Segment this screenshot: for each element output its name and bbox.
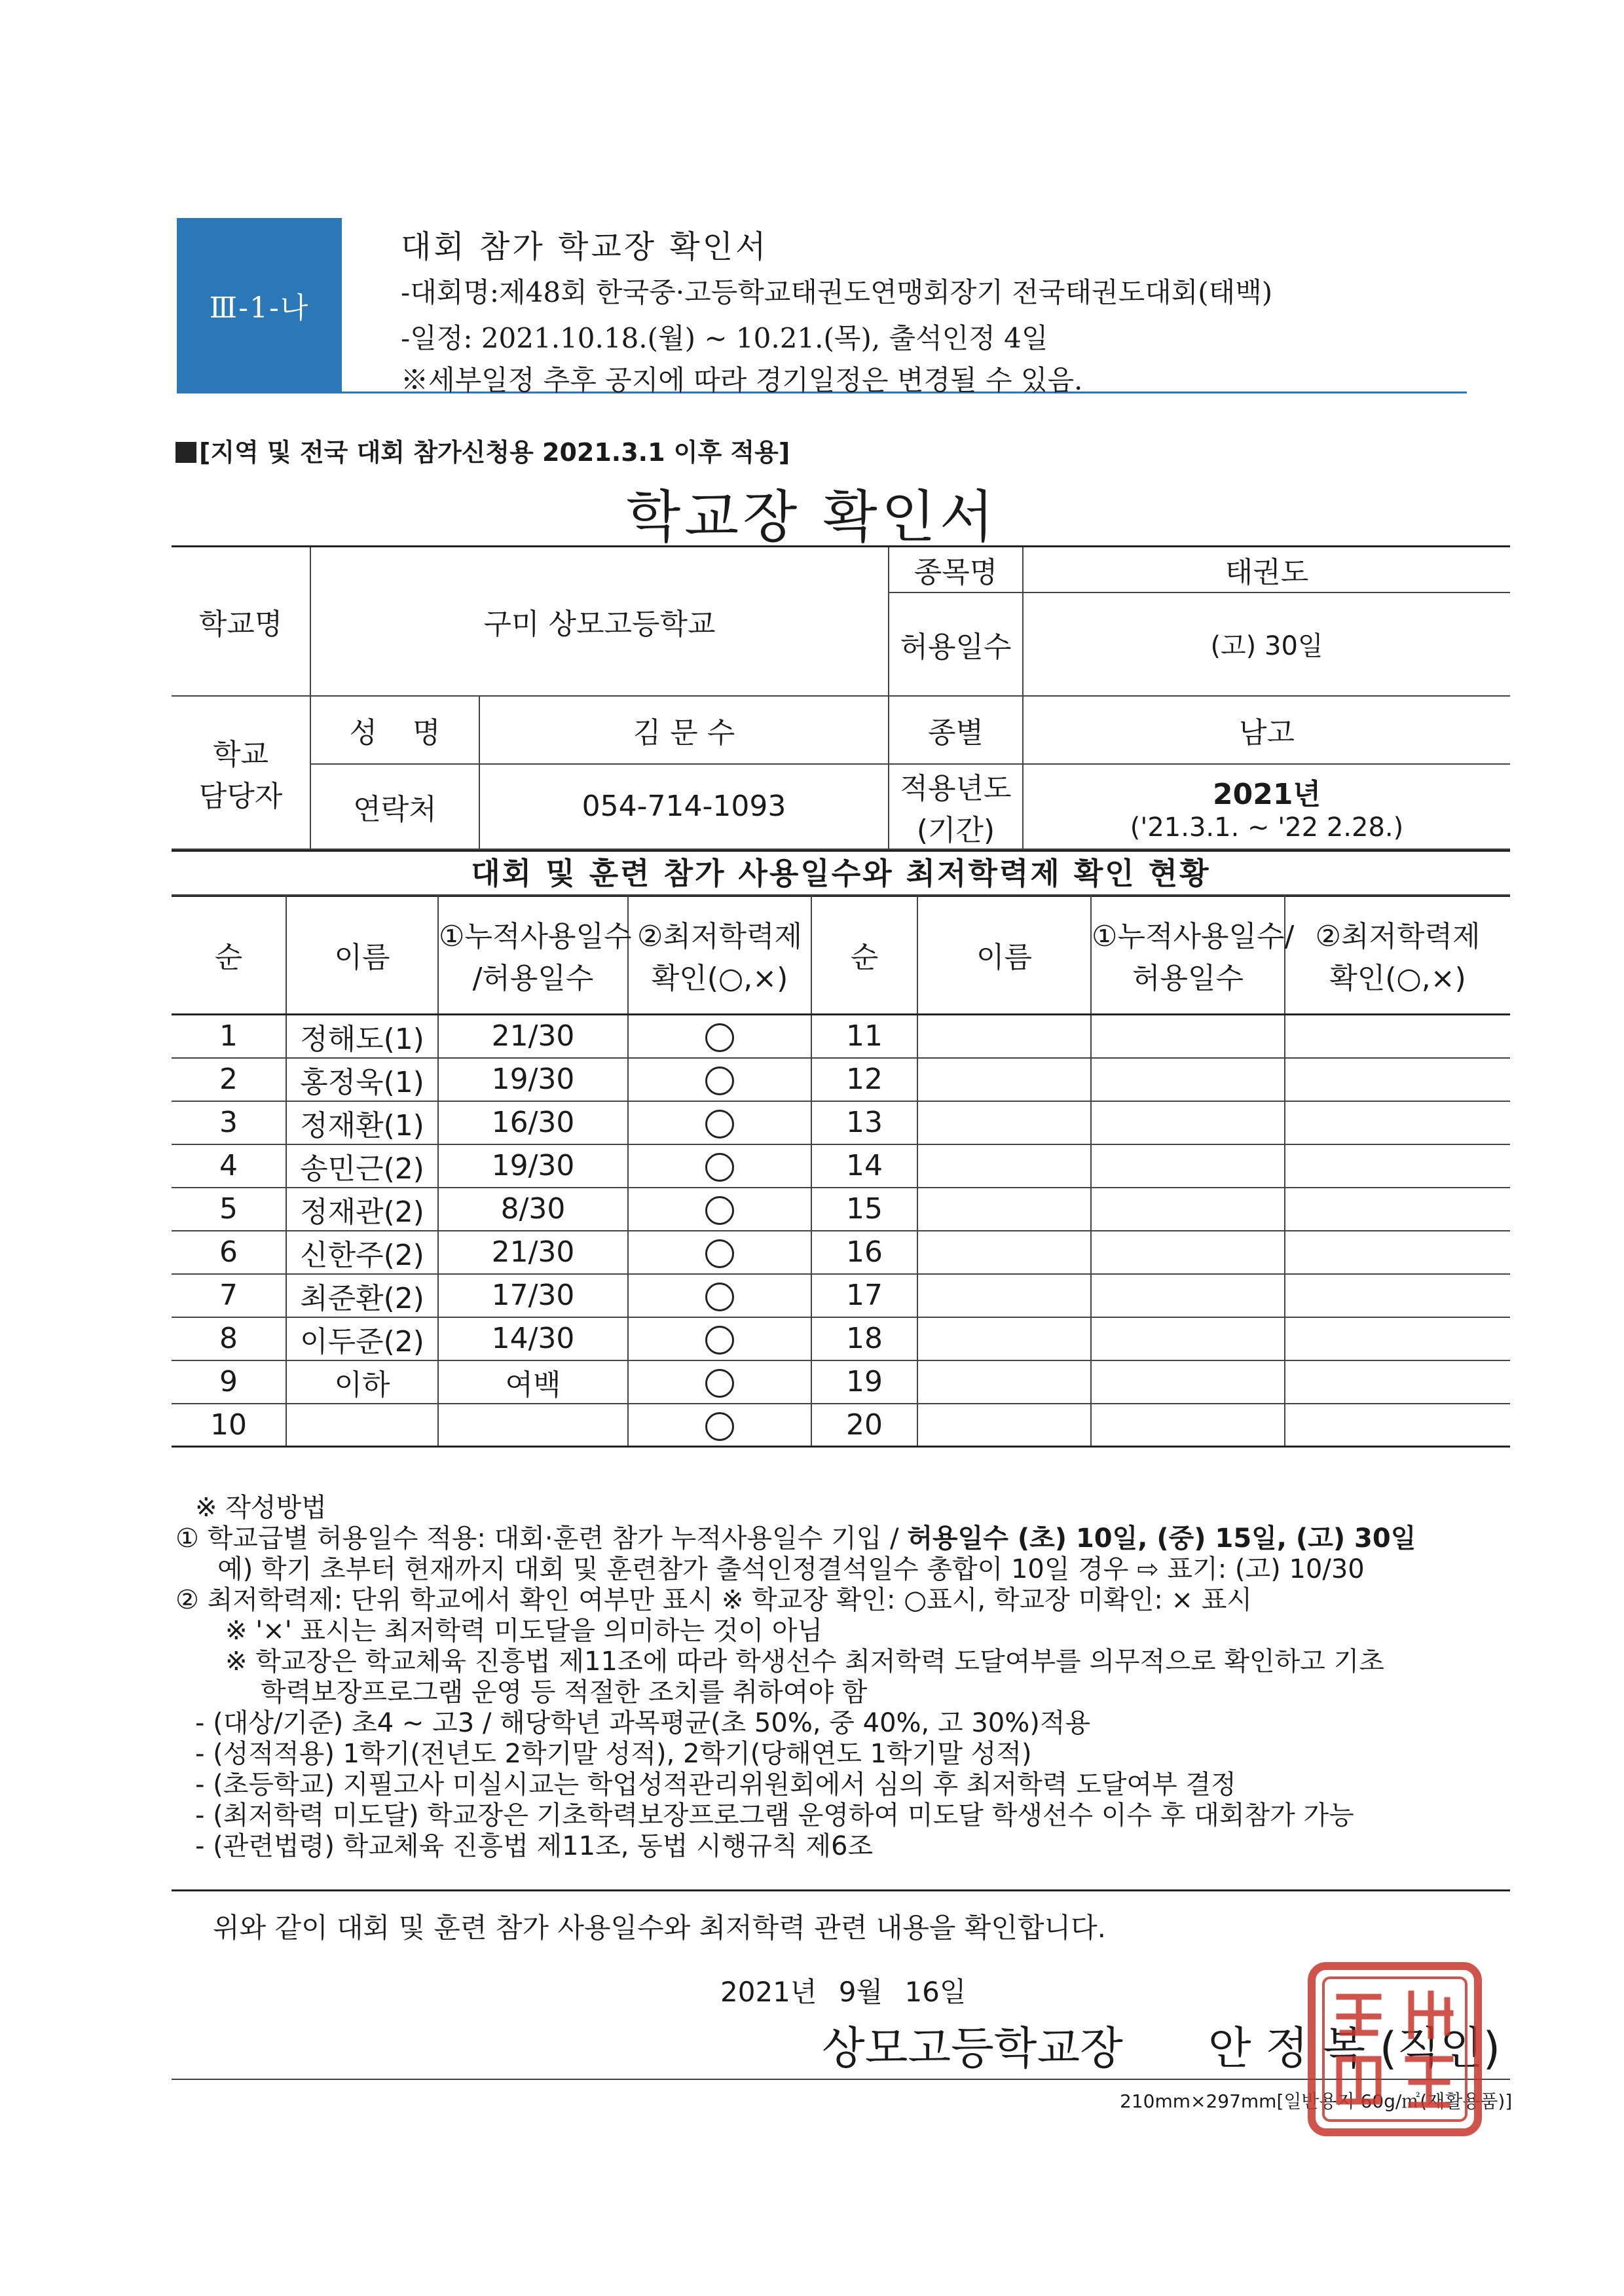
row-name: 정재관(2) — [286, 1188, 438, 1231]
note-10: - (관련법령) 학교체육 진흥법 제11조, 동법 시행규칙 제6조 — [195, 1831, 874, 1861]
row-check — [628, 1144, 811, 1188]
row-name-2 — [917, 1058, 1091, 1101]
row-days-2 — [1091, 1404, 1285, 1447]
check-circle-icon — [705, 1196, 734, 1225]
row-name — [286, 1404, 438, 1447]
row-days-2 — [1091, 1058, 1285, 1101]
note-1-example: 예) 학기 초부터 현재까지 대회 및 훈련참가 출석인정결석일수 총합이 10일 경우 ⇨ 표기: (고) 10/30 — [217, 1554, 1365, 1584]
check-circle-icon — [705, 1412, 734, 1441]
row-name-2 — [917, 1014, 1091, 1058]
row-name-2 — [917, 1274, 1091, 1317]
note-1-emphasis: 허용일수 (초) 10일, (중) 15일, (고) 30일 — [907, 1523, 1416, 1554]
col-header-check-2-line1: ②최저학력제 — [1315, 919, 1481, 953]
table-row — [172, 1360, 1510, 1404]
col-header-name-2: 이름 — [917, 895, 1091, 1014]
signer-title: 상모고등학교장 — [822, 2023, 1123, 2075]
apply-year: 2021년 — [1213, 777, 1321, 811]
notes-heading: ※ 작성방법 — [195, 1493, 327, 1523]
row-no: 2 — [172, 1058, 286, 1101]
contact-label: 연락처 — [310, 764, 479, 849]
col-header-check-2 — [1285, 895, 1510, 1014]
event-label: 종목명 — [889, 547, 1023, 592]
table-row — [172, 1101, 1510, 1144]
check-circle-icon — [705, 1023, 734, 1052]
row-check-2 — [1285, 1274, 1510, 1317]
table-row — [172, 1274, 1510, 1317]
row-no-2: 13 — [811, 1101, 917, 1144]
note-9: - (최저학력 미도달) 학교장은 기초학력보장프로그램 운영하여 미도달 학생선수 이수 후 대회참가 가능 — [195, 1800, 1354, 1831]
row-days-2 — [1091, 1360, 1285, 1404]
row-name: 정재환(1) — [286, 1101, 438, 1144]
signer-name: 안 정 복 (직인) — [1208, 2023, 1501, 2075]
header-event-name: -대회명:제48회 한국중·고등학교태권도연맹회장기 전국태권도대회(태백) — [401, 276, 1273, 308]
row-check-2 — [1285, 1317, 1510, 1360]
row-name-2 — [917, 1404, 1091, 1447]
row-check — [628, 1014, 811, 1058]
roster-table — [172, 894, 1510, 1448]
school-name-value: 구미 상모고등학교 — [310, 547, 889, 696]
row-days: 21/30 — [438, 1231, 628, 1274]
check-circle-icon — [705, 1283, 734, 1311]
col-header-days-line2: /허용일수 — [472, 961, 594, 995]
form-title: 학교장 확인서 — [626, 484, 998, 550]
row-name: 이두준(2) — [286, 1317, 438, 1360]
row-no-2: 17 — [811, 1274, 917, 1317]
apply-year-label-line2: (기간) — [916, 813, 995, 847]
table-row — [172, 1058, 1510, 1101]
row-days: 여백 — [438, 1360, 628, 1404]
row-check — [628, 1101, 811, 1144]
note-3: ※ '×' 표시는 최저학력 미도달을 의미하는 것이 아님 — [225, 1616, 823, 1646]
row-check-2 — [1285, 1014, 1510, 1058]
row-days-2 — [1091, 1317, 1285, 1360]
manager-name-label: 성 명 — [310, 696, 479, 764]
apply-year-value — [1023, 764, 1510, 849]
row-days: 16/30 — [438, 1101, 628, 1144]
row-no-2: 15 — [811, 1188, 917, 1231]
row-no-2: 18 — [811, 1317, 917, 1360]
row-days: 14/30 — [438, 1317, 628, 1360]
gender-type-label: 종별 — [889, 696, 1023, 764]
row-days — [438, 1404, 628, 1447]
manager-label-line1: 학교 — [212, 737, 268, 771]
allowed-days-value: (고) 30일 — [1023, 592, 1510, 696]
paper-spec: 210mm×297mm[일반용지 60g/㎡(재활용품)] — [1120, 2090, 1513, 2112]
note-4: ※ 학교장은 학교체육 진흥법 제11조에 따라 학생선수 최저학력 도달여부를 의무적으로 확인하고 기초 — [225, 1647, 1384, 1677]
row-no: 8 — [172, 1317, 286, 1360]
col-header-days-2 — [1091, 895, 1295, 1014]
row-days: 8/30 — [438, 1188, 628, 1231]
manager-label — [172, 696, 310, 849]
row-name-2 — [917, 1188, 1091, 1231]
contact-value: 054-714-1093 — [479, 764, 889, 849]
col-header-name: 이름 — [286, 895, 438, 1014]
row-no: 6 — [172, 1231, 286, 1274]
row-check — [628, 1317, 811, 1360]
row-name: 정해도(1) — [286, 1014, 438, 1058]
row-name-2 — [917, 1144, 1091, 1188]
row-check — [628, 1360, 811, 1404]
note-7: - (성적적용) 1학기(전년도 2학기말 성적), 2학기(당해연도 1학기말 성적) — [195, 1739, 1032, 1769]
header-schedule: -일정: 2021.10.18.(월) ~ 10.21.(목), 출석인정 4일 — [401, 322, 1048, 354]
row-name: 신한주(2) — [286, 1231, 438, 1274]
row-name: 최준환(2) — [286, 1274, 438, 1317]
row-days-2 — [1091, 1014, 1285, 1058]
check-circle-icon — [705, 1326, 734, 1355]
col-header-days-line1: ①누적사용일수 — [439, 919, 632, 953]
row-check-2 — [1285, 1058, 1510, 1101]
row-check — [628, 1188, 811, 1231]
row-check-2 — [1285, 1101, 1510, 1144]
row-name: 송민근(2) — [286, 1144, 438, 1188]
row-no-2: 19 — [811, 1360, 917, 1404]
form-tag — [175, 432, 790, 468]
table-row — [172, 1317, 1510, 1360]
col-header-check — [628, 895, 811, 1014]
row-no-2: 14 — [811, 1144, 917, 1188]
manager-name-value: 김 문 수 — [479, 696, 889, 764]
row-check-2 — [1285, 1188, 1510, 1231]
row-check-2 — [1285, 1144, 1510, 1188]
check-circle-icon — [705, 1239, 734, 1268]
col-header-days-2-line2: 허용일수 — [1132, 961, 1244, 995]
note-1 — [175, 1523, 1518, 1554]
roster-section-title: 대회 및 훈련 참가 사용일수와 최저학력제 확인 현황 — [172, 850, 1510, 897]
row-check — [628, 1231, 811, 1274]
apply-year-label-line1: 적용년도 — [900, 771, 1012, 805]
check-circle-icon — [705, 1110, 734, 1139]
row-no: 5 — [172, 1188, 286, 1231]
row-check-2 — [1285, 1231, 1510, 1274]
col-header-no: 순 — [172, 895, 286, 1014]
section-badge: Ⅲ-1-나 — [177, 218, 342, 392]
row-no-2: 16 — [811, 1231, 917, 1274]
table-row — [172, 1231, 1510, 1274]
row-check — [628, 1058, 811, 1101]
row-name: 이하 — [286, 1360, 438, 1404]
check-circle-icon — [705, 1153, 734, 1182]
apply-period: ('21.3.1. ~ '22 2.28.) — [1130, 812, 1404, 843]
col-header-days-2-line1: ①누적사용일수/ — [1092, 919, 1295, 953]
row-name-2 — [917, 1360, 1091, 1404]
row-no: 1 — [172, 1014, 286, 1058]
row-check — [628, 1274, 811, 1317]
writing-instructions — [175, 1493, 1518, 1862]
check-circle-icon — [705, 1066, 734, 1095]
event-value: 태권도 — [1023, 547, 1510, 592]
manager-label-line2: 담당자 — [198, 779, 283, 813]
table-row — [172, 1404, 1510, 1447]
form-tag-text: [지역 및 전국 대회 참가신청용 2021.3.1 이후 적용] — [199, 438, 790, 467]
row-check-2 — [1285, 1404, 1510, 1447]
allowed-days-label: 허용일수 — [889, 592, 1023, 696]
row-days: 17/30 — [438, 1274, 628, 1317]
header-title: 대회 참가 학교장 확인서 — [401, 228, 769, 265]
row-no: 9 — [172, 1360, 286, 1404]
row-days: 19/30 — [438, 1144, 628, 1188]
row-days-2 — [1091, 1101, 1285, 1144]
row-no-2: 12 — [811, 1058, 917, 1101]
row-no: 10 — [172, 1404, 286, 1447]
row-days: 21/30 — [438, 1014, 628, 1058]
row-name-2 — [917, 1231, 1091, 1274]
row-days-2 — [1091, 1231, 1285, 1274]
note-2: ② 최저학력제: 단위 학교에서 확인 여부만 표시 ※ 학교장 확인: ○표시, 학교장 미확인: × 표시 — [175, 1585, 1253, 1615]
row-check — [628, 1404, 811, 1447]
apply-year-label — [889, 764, 1023, 849]
notes-divider — [172, 1889, 1510, 1891]
note-8: - (초등학교) 지필고사 미실시교는 학업성적관리위원회에서 심의 후 최저학력 도달여부 결정 — [195, 1770, 1236, 1800]
header-notice: ※세부일정 추후 공지에 따라 경기일정은 변경될 수 있음. — [401, 364, 1083, 396]
row-name-2 — [917, 1317, 1091, 1360]
col-header-check-2-line2: 확인(○,×) — [1329, 961, 1466, 995]
row-no: 4 — [172, 1144, 286, 1188]
row-no-2: 11 — [811, 1014, 917, 1058]
row-days-2 — [1091, 1274, 1285, 1317]
gender-type-value: 남고 — [1023, 696, 1510, 764]
col-header-check-line2: 확인(○,×) — [651, 961, 788, 995]
col-header-check-line1: ②최저학력제 — [637, 919, 802, 953]
note-1-text: ① 학교급별 허용일수 적용: 대회·훈련 참가 누적사용일수 기입 / — [175, 1523, 908, 1554]
row-days-2 — [1091, 1188, 1285, 1231]
row-days-2 — [1091, 1144, 1285, 1188]
note-5: 학력보장프로그램 운영 등 적절한 조치를 취하여야 함 — [261, 1677, 868, 1707]
row-days: 19/30 — [438, 1058, 628, 1101]
col-header-days — [438, 895, 632, 1014]
col-header-no-2: 순 — [811, 895, 917, 1014]
square-bullet-icon — [175, 442, 196, 463]
table-row — [172, 1188, 1510, 1231]
issue-date: 2021년 9월 16일 — [720, 1976, 967, 2008]
confirmation-statement: 위와 같이 대회 및 훈련 참가 사용일수와 최저학력 관련 내용을 확인합니다. — [213, 1912, 1107, 1944]
roster-header-row — [172, 895, 1510, 1014]
school-name-label: 학교명 — [172, 547, 310, 696]
official-seal-icon — [1306, 1961, 1483, 2138]
table-row — [172, 1014, 1510, 1058]
row-no: 3 — [172, 1101, 286, 1144]
check-circle-icon — [705, 1369, 734, 1398]
school-info-table — [172, 545, 1510, 850]
row-check-2 — [1285, 1360, 1510, 1404]
note-6: - (대상/기준) 초4 ~ 고3 / 해당학년 과목평균(초 50%, 중 40%, 고 30%)적용 — [195, 1708, 1091, 1738]
row-no-2: 20 — [811, 1404, 917, 1447]
row-no: 7 — [172, 1274, 286, 1317]
table-row — [172, 1144, 1510, 1188]
row-name-2 — [917, 1101, 1091, 1144]
row-name: 홍정욱(1) — [286, 1058, 438, 1101]
